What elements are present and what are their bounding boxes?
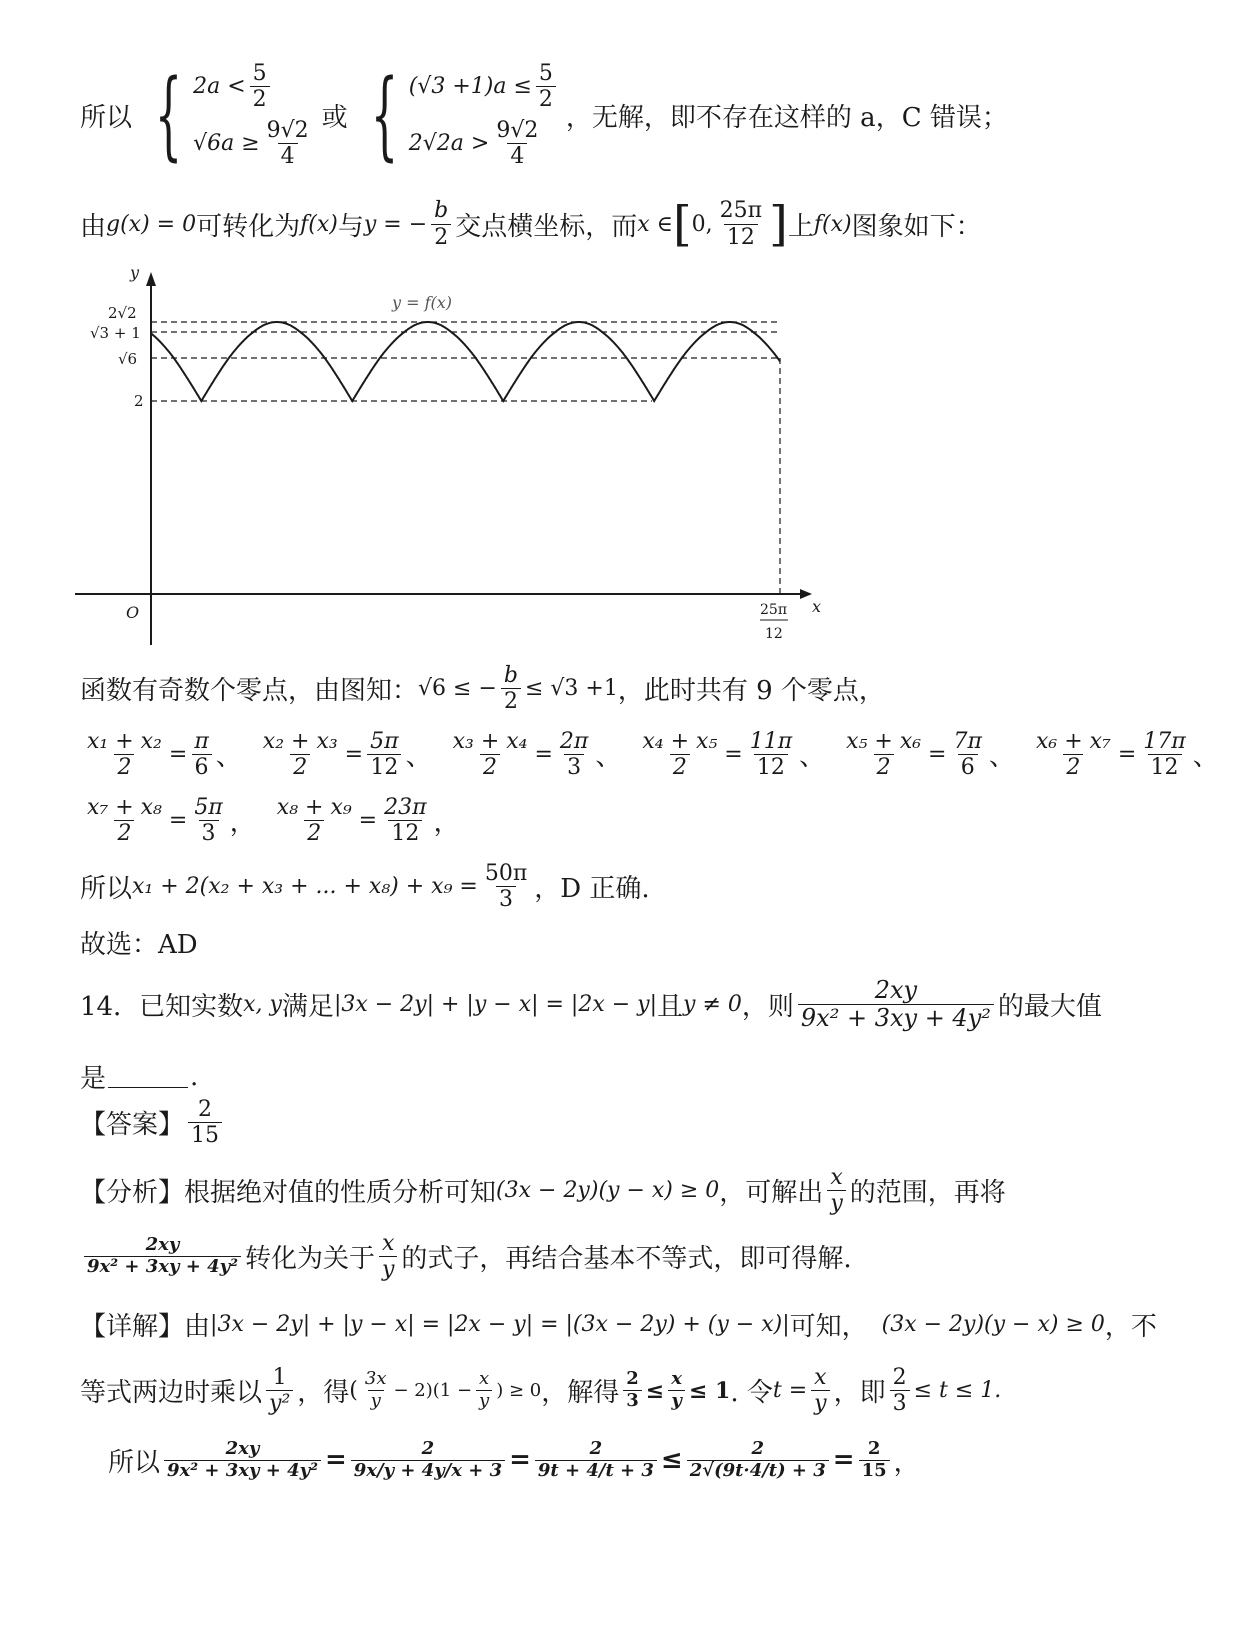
text: 的式子，再结合基本不等式，即可得解. [401,1244,852,1275]
den: 12 [367,754,401,779]
num: 11π [749,729,793,754]
text: 由 [80,211,107,242]
text: ，可解出 [719,1178,824,1209]
expr: |3x − 2y| + |y − x| = |2x − y| = |(3x − 2y) + (y − x)| [210,1312,790,1337]
den: 2√(9t·4/t) + 3 [687,1460,829,1481]
den: 3 [496,886,516,911]
equals: = [358,808,378,834]
separator: 、 [595,742,622,773]
num: 2 [892,1365,907,1390]
question-14-cont [80,1058,198,1095]
answer-blank [108,1065,188,1088]
text: ，得 [297,1378,350,1409]
num: x₈ + x₉ [276,795,352,820]
num: 2 [421,1438,435,1459]
expr: g(x) = 0 [106,211,197,237]
line-sum [80,862,650,911]
den: 2 [536,86,556,111]
expr: y ≠ 0 [683,992,742,1018]
case-system-1: { 2a < $\frac{5}{2}$ √6a ≥ $\frac{9√2}{4}$ [138,62,316,168]
separator: 、 [215,742,242,773]
den: 9x² + 3xy + 4y² [798,1004,994,1031]
x-axis-label: x [812,597,822,616]
separator: 、 [1192,742,1219,773]
den: 9x² + 3xy + 4y² [84,1256,241,1277]
expr: f(x) [300,211,338,237]
text: ，此时共有 9 个零点， [617,676,885,707]
den: y [476,1390,492,1411]
den: y² [266,1390,293,1415]
text: ，解得 [541,1378,620,1409]
separator: ， [229,808,256,839]
final-line [108,1440,920,1481]
num: 2 [589,1438,603,1459]
text: ，不 [1104,1312,1157,1342]
expr: y = − [363,211,428,237]
equals: = [168,742,188,768]
text: 可转化为 [196,211,301,242]
pair-equation [635,730,825,779]
num: x₄ + x₅ [642,729,718,754]
expr: = [509,1445,531,1476]
num: 25π [719,198,763,224]
pair-equation [1029,730,1219,779]
line-choose [80,924,198,961]
pairs-row-1 [80,730,1233,779]
tick-x-end-den: 12 [765,626,783,642]
text: 且 [657,992,684,1023]
den: 2 [431,224,451,249]
origin-label: O [126,603,140,622]
separator: 、 [988,742,1015,773]
den: 9t + 4/t + 3 [535,1460,657,1481]
expr: = [324,1445,347,1476]
text: 交点横坐标，而 [455,211,638,242]
text: 转化为关于 [244,1244,375,1275]
pair-equation [839,730,1015,779]
text: 上 [787,211,814,242]
text: 所以 [80,874,133,905]
num: 2 [867,1438,881,1459]
text: 可知， [789,1312,868,1342]
num: 2 [751,1438,764,1459]
den: y [827,1190,845,1215]
den: 2 [874,754,894,779]
den: 2 [670,754,690,779]
den: 2 [290,754,310,779]
expr: 2a < [193,74,246,100]
den: 2 [480,754,500,779]
text: 由 [184,1312,211,1342]
num: x [830,1165,843,1190]
num: 5 [538,61,553,86]
num: x₁ + x₂ [87,729,162,754]
den: 3 [199,820,219,845]
tick-2: 2 [134,392,144,410]
den: 4 [507,143,527,168]
num: x₇ + x₈ [87,795,162,820]
text: ，无解，即不存在这样的 a，C 错误； [565,102,1008,133]
den: y [379,1256,397,1281]
num: 23π [384,795,427,820]
num: x [381,1231,395,1256]
den: 9x/y + 4y/x + 3 [351,1460,505,1481]
equals: = [344,742,364,768]
den: y [811,1390,829,1415]
num: x [671,1368,682,1390]
expr: f(x) [813,211,852,237]
expr: ( [349,1378,358,1404]
tick-sqrt6: √6 [118,350,138,368]
den: 15 [188,1122,222,1147]
text: ，即 [833,1378,886,1409]
analysis-line-1 [80,1166,1006,1215]
den: 2 [114,754,134,779]
line-zeros [80,664,885,713]
num: 7π [953,729,982,754]
separator: 、 [405,742,432,773]
text: 图象如下： [851,211,982,242]
curve-f [151,322,780,401]
num: 2 [198,1097,213,1122]
text: 是 [80,1064,107,1094]
detail-label: 【详解】 [80,1312,185,1342]
text: 的最大值 [997,992,1102,1023]
den: 9x² + 3xy + 4y² [164,1460,321,1481]
num: 50π [484,861,528,886]
den: 2 [501,688,521,713]
num: 2xy [145,1234,180,1256]
num: 2xy [874,976,918,1004]
text: 故选：AD [80,930,198,960]
den: 6 [192,754,212,779]
text: 根据绝对值的性质分析可知 [184,1178,497,1209]
expr: (3x − 2y)(y − x) ≥ 0 [496,1178,720,1204]
line-cases [80,59,1008,172]
num: b [503,663,518,688]
num: 2xy [225,1438,260,1459]
den: 12 [724,224,758,249]
text: 所以 [80,102,133,133]
expr: x ∈ [637,211,673,237]
num: x [479,1368,490,1390]
analysis-label: 【分析】 [80,1178,185,1209]
text: 满足 [281,992,334,1023]
tick-sqrt3p1: √3 + 1 [90,324,141,342]
text: . [190,1061,199,1092]
den: 2 [1063,754,1083,779]
expr: ≤ √3 +1 [524,676,618,702]
den: 15 [859,1460,890,1481]
pair-equation [446,730,622,779]
tick-2sqrt2: 2√2 [108,304,137,322]
num: 5π [370,729,399,754]
text-or: 或 [321,102,348,133]
pairs-row-2 [80,796,474,845]
equals: = [928,742,947,768]
tick-x-end-num: 25π [760,602,788,618]
num: 1 [272,1365,287,1390]
expr: ≤ 1 [688,1377,731,1404]
text: 等式两边时乘以 [80,1378,263,1409]
text: 与 [337,211,364,242]
expr: ≤ t ≤ 1. [913,1378,1002,1404]
equals: = [1117,742,1137,768]
den: 3 [564,754,584,779]
den: 6 [958,754,978,779]
expr: ≤ [645,1377,665,1404]
den: 2 [250,86,270,111]
den: 3 [890,1390,910,1415]
den: 2 [114,820,134,845]
expr: = [832,1445,855,1476]
pair-equation [270,796,460,845]
num: b [434,198,449,224]
y-axis-arrow [146,272,156,286]
text: 所以 [108,1447,161,1478]
expr: 2√2a > [408,131,490,157]
text: 函数有奇数个零点，由图知： [80,676,419,707]
expr: √6 ≤ − [418,676,497,702]
num: 5π [194,795,223,820]
num: 9√2 [496,118,539,144]
case-system-2: { (√3 +1)a ≤ $\frac{5}{2}$ 2√2a > $\frac{9√2}{4}$ [354,62,560,168]
num: x₆ + x₇ [1035,729,1111,754]
expr: − 2)(1 − [393,1380,473,1402]
equals: = [724,742,743,768]
separator: 、 [799,742,826,773]
num: 2 [626,1368,639,1390]
expr: ≤ [660,1445,683,1476]
num: 17π [1143,729,1186,754]
num: x₂ + x₃ [262,729,338,754]
text: ，D 正确. [534,874,650,905]
text: 14．已知实数 [80,992,244,1023]
num: π [194,729,209,754]
num: 3x [364,1368,387,1390]
expr: |3x − 2y| + |y − x| = |2x − y| [333,992,658,1018]
expr: x₁ + 2(x₂ + x₃ + ... + x₈) + x₉ = [132,874,478,900]
num: x [814,1365,827,1390]
analysis-line-2 [80,1232,852,1281]
pair-equation [80,796,256,845]
answer [80,1098,226,1147]
den: y [368,1390,384,1411]
den: y [668,1390,684,1411]
num: 9√2 [266,118,309,144]
expr: √6a ≥ [193,131,260,157]
text: . 令 [730,1378,773,1409]
equals: = [534,742,553,768]
den: 12 [1148,754,1182,779]
y-axis-label: y [130,263,140,282]
num: 5 [252,61,267,86]
expr: (3x − 2y)(y − x) ≥ 0 [881,1312,1105,1337]
num: 2π [559,729,589,754]
detail-line-2 [80,1366,1001,1415]
pair-equation [80,730,242,779]
detail-line-1 [80,1306,1157,1343]
x-axis-arrow [800,589,812,599]
line-intro-graph: 由 g(x) = 0 可转化为 f(x) 与 y = − $\frac{b}{2}$ 交点横坐标，而 x ∈ [ 0, $\frac{25\pi}{12}$ ] 上 f(x) 图象如下： [80,196,982,252]
den: 3 [623,1390,642,1411]
text: ， [893,1447,920,1478]
den: 4 [278,143,298,168]
curve-label: y = f(x) [392,293,453,312]
den: 12 [388,820,422,845]
text: 的范围，再将 [849,1178,1006,1209]
equals: = [168,808,188,834]
den: 2 [304,820,324,845]
expr: ) ≥ 0 [496,1380,542,1402]
num: x₅ + x₆ [846,729,922,754]
expr: x, y [243,992,282,1018]
pair-equation [256,730,432,779]
expr: (√3 +1)a ≤ [408,74,532,100]
expr: 0, [691,211,713,237]
expr: t = [772,1378,808,1404]
text: ，则 [741,992,794,1023]
den: 12 [754,754,788,779]
answer-label: 【答案】 [80,1110,185,1141]
question-14 [80,978,1102,1031]
num: x₃ + x₄ [452,729,528,754]
separator: ， [433,808,460,839]
